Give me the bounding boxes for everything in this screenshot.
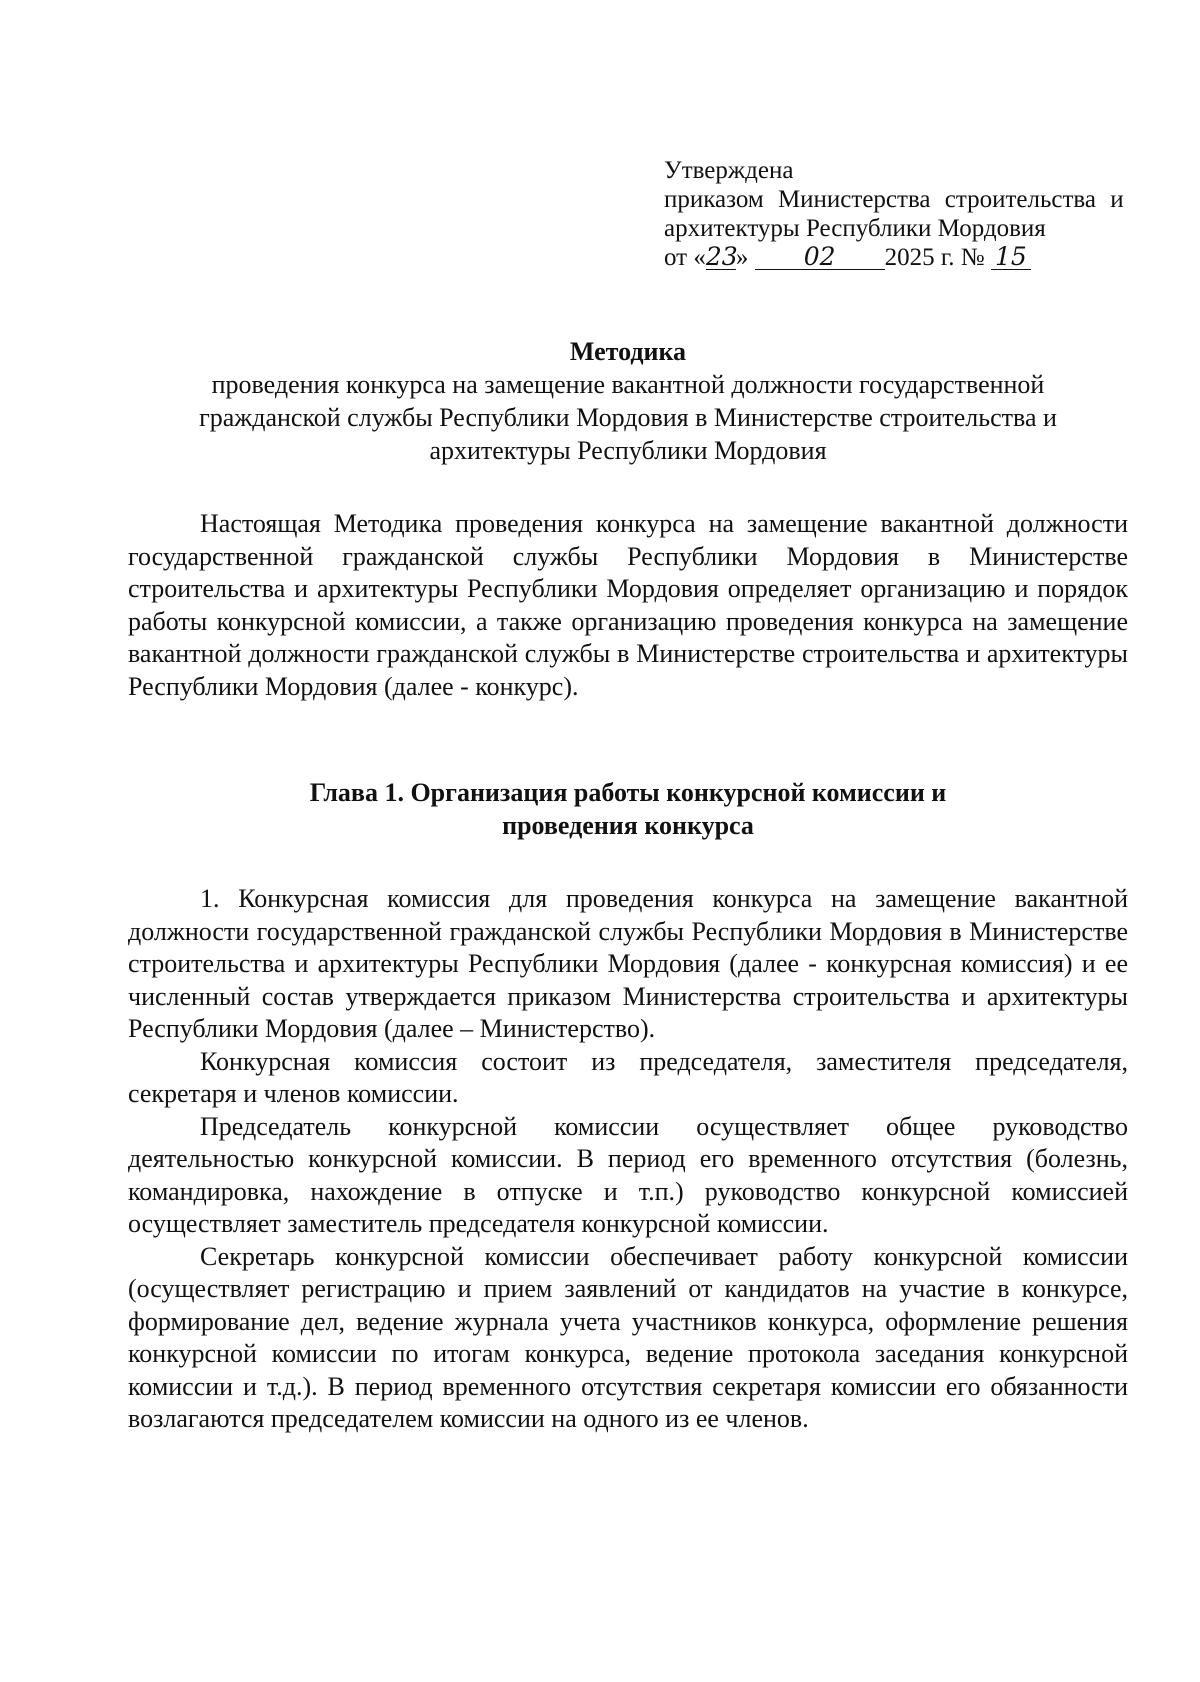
chapter-1-heading — [120, 776, 1136, 842]
document-subtitle — [120, 368, 1136, 467]
paragraph: Секретарь конкурсной комиссии обеспечивает работу конкурсной комиссии (осуществляет регистрацию и прием заявлений от кандидатов на участие в конкурсе, формирование дел, ведение журнала учета участников конкурса, оформление решения конкурсной комиссии по итогам конкурса, ведение протокола заседания конкурсной комиссии и т.д.). В период временного отсутствия секретаря комиссии его обязанности возлагаются председателем комиссии на одного из ее членов. — [128, 1241, 1128, 1433]
chapter-heading-line: проведения конкурса — [502, 811, 754, 840]
subtitle-line: архитектуры Республики Мордовия — [429, 436, 827, 465]
chapter-1-body — [128, 883, 1128, 1436]
chapter-heading-line: Глава 1. Организация работы конкурсной комиссии и — [309, 778, 947, 807]
handwritten-day: 23 — [705, 242, 738, 271]
paragraph: Конкурсная комиссия состоит из председателя, заместителя председателя, секретаря и членов комиссии. — [128, 1046, 1128, 1108]
approval-line-order: приказом Министерства строительства и — [664, 186, 1124, 213]
handwritten-order-number: 15 — [991, 245, 1031, 270]
approval-line-approved: Утверждена — [664, 157, 794, 184]
handwritten-month: 02 — [755, 245, 885, 270]
paragraph: 1. Конкурсная комиссия для проведения конкурса на замещение вакантной должности государственной гражданской службы Республики Мордовия в Министерстве строительства и архитектуры Республики Мордовия (далее - конкурсная комиссия) и ее численный состав утверждается приказом Министерства строительства и архитектуры Республики Мордовия (далее – Министерство). — [128, 884, 1128, 1043]
subtitle-line: проведения конкурса на замещение вакантной должности государственной — [211, 370, 1045, 399]
approval-block — [664, 156, 1134, 272]
intro-paragraph: Настоящая Методика проведения конкурса на замещение вакантной должности государственной гражданской службы Республики Мордовия в Министерстве строительства и архитектуры Республики Мордовия определяет организацию и порядок работы конкурсной комиссии, а также организацию проведения конкурса на замещение вакантной должности гражданской службы в Министерстве строительства и архитектуры Республики Мордовия (далее - конкурс). — [128, 509, 1128, 701]
approval-line-date — [664, 243, 1134, 272]
subtitle-line: гражданской службы Республики Мордовия в Министерстве строительства и — [199, 403, 1057, 432]
document-title: Методика — [569, 337, 687, 366]
paragraph: Председатель конкурсной комиссии осуществляет общее руководство деятельностью конкурсной комиссии. В период его временного отсутствия (болезнь, командировка, нахождение в отпуске и т.п.) руководство конкурсной комиссией осуществляет заместитель председателя конкурсной комиссии. — [128, 1111, 1128, 1238]
date-year: 2025 г. № — [884, 244, 991, 271]
date-mid: » — [735, 244, 755, 271]
approval-line-ministry: архитектуры Республики Мордовия — [664, 215, 1046, 242]
document-title-block — [120, 335, 1136, 467]
intro-section — [128, 508, 1128, 703]
date-prefix: от « — [664, 244, 706, 271]
